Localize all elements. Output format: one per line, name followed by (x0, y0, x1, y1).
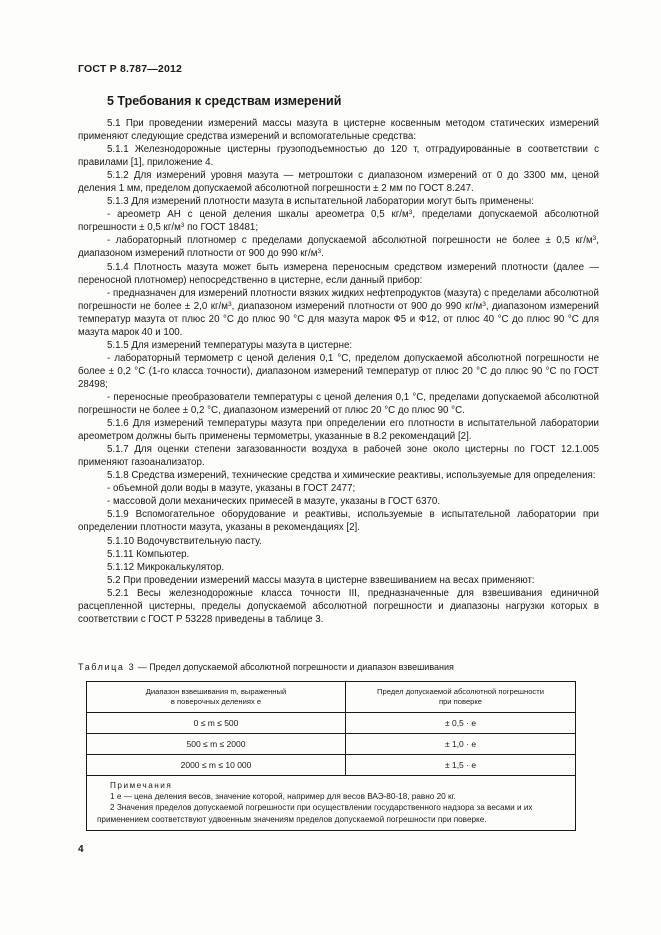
table-header-row (87, 682, 576, 713)
table-cell-limit: ± 1,0 · e (346, 734, 576, 755)
paragraph-5-1-5: 5.1.5 Для измерений температуры мазута в цистерне: (107, 339, 353, 351)
list-item-water-fraction: - объемной доли воды в мазуте, указаны в ГОСТ 2477; (107, 483, 356, 495)
table-cell-limit: ± 1,5 · e (346, 755, 576, 776)
weighing-table (86, 681, 576, 831)
list-item-mechanical-impurities: - массовой доли механических примесей в мазуте, указаны в ГОСТ 6370. (107, 496, 441, 508)
list-item-text: - предназначен для измерений плотности вязких жидких нефтепродуктов (мазута) с пределами абсолютной погрешности не более ± 2,0 кг/м (78, 287, 599, 312)
paragraph-5-2-1: 5.2.1 Весы железнодорожные класса точности III, предназначенные для взвешивания единичной расцепленной цистерны, пределы допускаемой абсолютной погрешности и диапазоны нагрузки которых в соответствии с ГОСТ Р 53228 приведены в таблице 3. (78, 587, 599, 625)
superscript: 3 (180, 222, 185, 230)
list-item-text: - ареометр АН с ценой деления шкалы ареометра 0,5 кг/м (107, 209, 409, 221)
list-item-lab-thermometer: - лабораторный термометр с ценой деления 0,1 °С, пределом допускаемой абсолютной погрешности не более ± 0,2 °С (1-го класса точности), диапазоном измерений температур от плюс 20 °С до плюс 90 °С по ГОСТ 28498; (78, 352, 599, 390)
paragraph-5-1-1: 5.1.1 Железнодорожные цистерны грузоподъемностью до 120 т, отградуированные в соответствии с правилами [1], приложение 4. (78, 144, 599, 169)
list-item-text: , диапазоном измерений температур мазута от плюс 20 °С до плюс 90 °С для мазута марок Ф5 и Ф12, от плюс 40 °С до плюс 90 °С для мазута марок 40 и 100. (78, 300, 599, 338)
superscript: 3 (592, 235, 597, 243)
paragraph-5-1-2: 5.1.2 Для измерений уровня мазута — метроштоки с диапазоном измерений от 0 до 3300 мм, ценой деления 1 мм, пределом допускаемой абсолютной погрешности ± 2 мм по ГОСТ 8.247. (78, 170, 599, 195)
column-header-limit: Предел допускаемой абсолютной погрешности при поверке (346, 682, 576, 713)
note-1: 1 e — цена деления весов, значение которой, например для весов ВАЭ-80-18, равно 20 кг. (110, 792, 456, 802)
list-item-lab-densitometer (78, 234, 599, 260)
table-row (87, 734, 576, 755)
table-row (87, 755, 576, 776)
list-item-text: . (321, 248, 324, 260)
table-caption (78, 662, 454, 672)
paragraph-5-1-11: 5.1.11 Компьютер. (107, 548, 190, 560)
superscript: 3 (482, 300, 486, 308)
table-cell-range: 0 ≤ m ≤ 500 (87, 713, 346, 734)
list-item-text: - лабораторный плотномер с пределами допускаемой абсолютной погрешности не более ± 0,5 кг/м (107, 235, 593, 247)
superscript: 3 (317, 248, 322, 256)
paragraph-5-1-7: 5.1.7 Для оценки степени загазованности воздуха в рабочей зоне около цистерны по ГОСТ 12.1.005 применяют газоанализатор. (78, 444, 599, 469)
table-notes-row (87, 776, 576, 831)
column-header-range: Диапазон взвешивания m, выраженный в поверочных делениях e (87, 682, 346, 713)
table-cell-range: 500 ≤ m ≤ 2000 (87, 734, 346, 755)
superscript: 3 (408, 209, 413, 217)
paragraph-5-1-8: 5.1.8 Средства измерений, технические средства и химические реактивы, используемые для определения: (107, 470, 596, 482)
list-item-areometer (78, 208, 599, 234)
list-item-text: , диапазоном измерений плотности от 900 до 990 кг/м (231, 300, 483, 312)
superscript: 3 (227, 300, 232, 308)
list-item-temperature-transducers: - переносные преобразователи температуры с ценой деления 0,1 °С, пределами допускаемой абсолютной погрешности не более ± 0,2 °С, диапазоном измерений от плюс 20 °С до плюс 90 °С. (78, 391, 599, 417)
section-title: 5 Требования к средствам измерений (107, 94, 342, 108)
note-2: 2 Значения пределов допускаемой погрешности при осуществлении государственного надзора за весами и их применением соответствуют удвоенным значениям пределов допускаемой погрешности при поверке. (97, 803, 533, 824)
table-row (87, 713, 576, 734)
paragraph-5-2: 5.2 При проведении измерений массы мазута в цистерне взвешиванием на весах применяют: (107, 574, 535, 586)
list-item-portable-densitometer (78, 287, 599, 339)
table-cell-range: 2000 ≤ m ≤ 10 000 (87, 755, 346, 776)
list-item-text: , пределами допускаемой абсолютной погрешности ± 0,5 кг/м (78, 209, 599, 234)
list-item-text: , диапазоном измерений плотности от 900 до 990 кг/м (78, 235, 599, 260)
paragraph-5-1-6: 5.1.6 Для измерений температуры мазута при определении его плотности в испытательной лаборатории ареометром должны быть применены термометры, указанные в 8.2 рекомендаций [2]. (78, 418, 599, 443)
paragraph-5-1-4: 5.1.4 Плотность мазута может быть измерена переносным средством измерений плотности (далее — переносной плотномер) непосредственно в цистерне, если данный прибор: (78, 261, 599, 286)
body-text (78, 117, 599, 626)
page-number: 4 (78, 844, 84, 855)
table-caption-text: — Предел допускаемой абсолютной погрешности и диапазон взвешивания (135, 662, 454, 672)
document-code: ГОСТ Р 8.787—2012 (78, 63, 183, 75)
paragraph-5-1-3: 5.1.3 Для измерений плотности мазута в испытательной лаборатории могут быть применены: (107, 196, 534, 208)
paragraph-5-1: 5.1 При проведении измерений массы мазута в цистерне косвенным методом статических измерений применяют следующие средства измерений и вспомогательные средства: (78, 118, 599, 143)
paragraph-5-1-10: 5.1.10 Водочувствительную пасту. (107, 535, 262, 547)
paragraph-5-1-12: 5.1.12 Микрокалькулятор. (107, 561, 225, 573)
table-cell-limit: ± 0,5 · e (346, 713, 576, 734)
notes-title: Примечания (110, 781, 173, 790)
table-notes (87, 776, 576, 831)
paragraph-5-1-9: 5.1.9 Вспомогательное оборудование и реактивы, используемые в испытательной лаборатории при определении плотности мазута, указаны в рекомендациях [2]. (78, 509, 599, 534)
table-caption-label: Таблица 3 (78, 662, 136, 672)
list-item-text: по ГОСТ 18481; (184, 222, 259, 234)
